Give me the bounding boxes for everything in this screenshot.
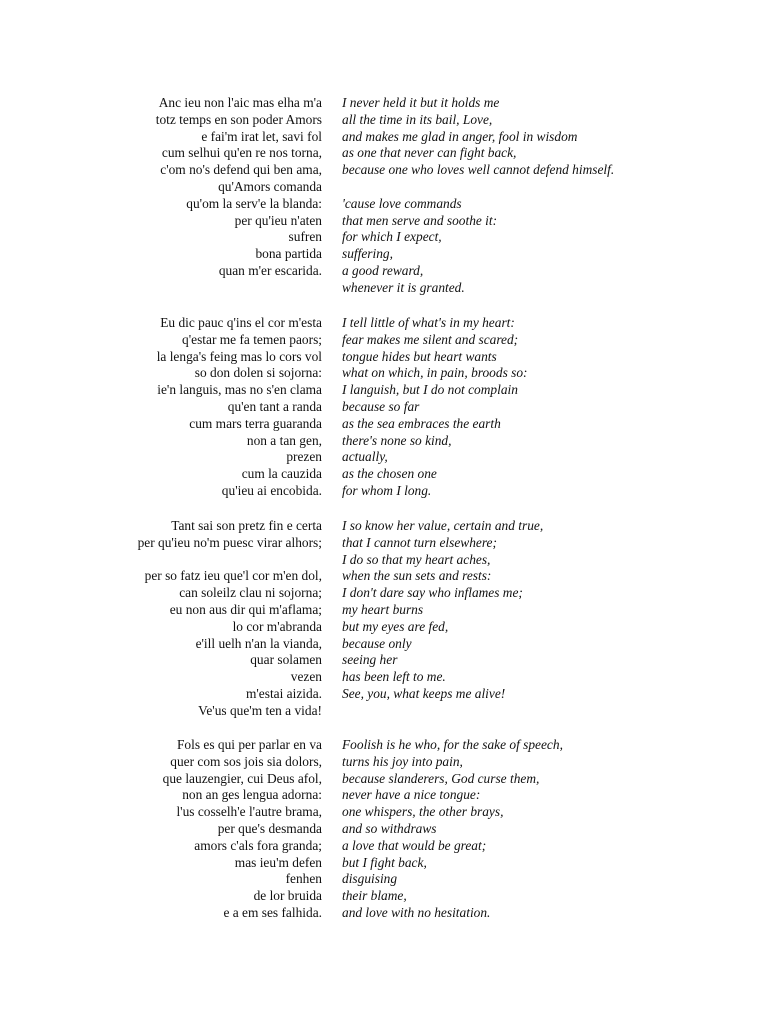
verse-row bbox=[0, 129, 768, 146]
english-line: a love that would be great; bbox=[342, 837, 487, 853]
occitan-line: non a tan gen, bbox=[246, 432, 322, 448]
english-line: my heart burns bbox=[342, 601, 424, 617]
verse-row bbox=[0, 416, 768, 433]
english-line: fear makes me silent and scared; bbox=[342, 331, 519, 347]
occitan-line: Anc ieu non l'aic mas elha m'a bbox=[158, 95, 322, 110]
english-line: seeing her bbox=[342, 652, 398, 668]
english-line: as the sea embraces the earth bbox=[342, 415, 501, 431]
english-line: there's none so kind, bbox=[342, 432, 452, 448]
english-line: turns his joy into pain, bbox=[342, 753, 463, 769]
english-line: as one that never can fight back, bbox=[342, 145, 517, 161]
occitan-line: l'us cosselh'e l'autre brama, bbox=[176, 804, 322, 820]
verse-row bbox=[0, 315, 768, 332]
occitan-line: c'om no's defend qui ben ama, bbox=[160, 162, 322, 178]
occitan-line: so don dolen si sojorna: bbox=[194, 365, 322, 381]
english-line: as the chosen one bbox=[342, 466, 437, 482]
verse-row bbox=[0, 821, 768, 838]
occitan-line: e fai'm irat let, savi fol bbox=[201, 128, 322, 144]
verse-row bbox=[0, 568, 768, 585]
verse-row bbox=[0, 483, 768, 500]
occitan-line: fenhen bbox=[285, 871, 322, 887]
verse-row bbox=[0, 112, 768, 129]
verse-row bbox=[0, 179, 768, 196]
english-line: their blame, bbox=[342, 888, 407, 904]
verse-row bbox=[0, 905, 768, 922]
verse-row bbox=[0, 433, 768, 450]
stanza-4 bbox=[0, 737, 768, 922]
verse-row bbox=[0, 585, 768, 602]
occitan-line: cum selhui qu'en re nos torna, bbox=[161, 145, 322, 161]
english-line: I do so that my heart aches, bbox=[342, 551, 491, 567]
verse-row bbox=[0, 229, 768, 246]
verse-row bbox=[0, 145, 768, 162]
english-line: and love with no hesitation. bbox=[342, 904, 491, 920]
verse-row bbox=[0, 382, 768, 399]
english-line: 'cause love commands bbox=[342, 195, 462, 211]
verse-row bbox=[0, 213, 768, 230]
occitan-line: can soleilz clau ni sojorna; bbox=[179, 585, 322, 601]
english-line: and so withdraws bbox=[342, 820, 437, 836]
occitan-line: la lenga's feing mas lo cors vol bbox=[156, 348, 322, 364]
verse-row bbox=[0, 787, 768, 804]
english-line: because slanderers, God curse them, bbox=[342, 770, 540, 786]
english-line: because one who loves well cannot defend himself. bbox=[342, 162, 615, 178]
verse-row bbox=[0, 332, 768, 349]
verse-row bbox=[0, 399, 768, 416]
english-line: all the time in its bail, Love, bbox=[342, 111, 493, 127]
occitan-line: quer com sos jois sia dolors, bbox=[170, 753, 322, 769]
occitan-line: quar solamen bbox=[250, 652, 322, 668]
verse-row bbox=[0, 449, 768, 466]
verse-row bbox=[0, 686, 768, 703]
verse-row bbox=[0, 466, 768, 483]
verse-row bbox=[0, 703, 768, 720]
verse-row bbox=[0, 602, 768, 619]
occitan-line: cum la cauzida bbox=[241, 466, 322, 482]
occitan-line: amors c'als fora granda; bbox=[194, 837, 322, 853]
verse-row bbox=[0, 771, 768, 788]
occitan-line: Ve'us que'm ten a vida! bbox=[198, 702, 322, 718]
english-line: that men serve and soothe it: bbox=[342, 212, 498, 228]
verse-row bbox=[0, 619, 768, 636]
occitan-line: vezen bbox=[290, 669, 322, 685]
english-line: I languish, but I do not complain bbox=[342, 382, 518, 398]
occitan-line: prezen bbox=[286, 449, 322, 465]
occitan-line: per que's desmanda bbox=[217, 820, 322, 836]
verse-row bbox=[0, 246, 768, 263]
occitan-line: eu non aus dir qui m'aflama; bbox=[169, 601, 322, 617]
english-line: actually, bbox=[342, 449, 388, 465]
verse-row bbox=[0, 636, 768, 653]
occitan-line: qu'ieu ai encobida. bbox=[221, 482, 322, 498]
verse-row bbox=[0, 196, 768, 213]
english-line: I never held it but it holds me bbox=[342, 95, 500, 110]
verse-row bbox=[0, 365, 768, 382]
english-line: suffering, bbox=[342, 246, 393, 262]
verse-row bbox=[0, 754, 768, 771]
occitan-line: quan m'er escarida. bbox=[218, 262, 322, 278]
verse-row bbox=[0, 162, 768, 179]
english-line: whenever it is granted. bbox=[342, 279, 465, 295]
occitan-line: q'estar me fa temen paors; bbox=[182, 331, 322, 347]
stanza-3 bbox=[0, 518, 768, 720]
verse-row bbox=[0, 535, 768, 552]
english-line: never have a nice tongue: bbox=[342, 787, 481, 803]
occitan-line: qu'om la serv'e la blanda: bbox=[186, 195, 322, 211]
english-line: when the sun sets and rests: bbox=[342, 568, 492, 584]
occitan-line: totz temps en son poder Amors bbox=[155, 111, 322, 127]
occitan-line: m'estai aizida. bbox=[245, 685, 322, 701]
english-line: Foolish is he who, for the sake of speech, bbox=[342, 737, 563, 752]
english-line: but I fight back, bbox=[342, 854, 427, 870]
occitan-line: non an ges lengua adorna: bbox=[182, 787, 322, 803]
occitan-line: de lor bruida bbox=[253, 888, 322, 904]
verse-row bbox=[0, 280, 768, 297]
occitan-line: qu'Amors comanda bbox=[218, 178, 322, 194]
english-line: has been left to me. bbox=[342, 669, 446, 685]
occitan-line: per qu'ieu no'm puesc virar alhors; bbox=[137, 534, 322, 550]
verse-row bbox=[0, 349, 768, 366]
occitan-line: lo cor m'abranda bbox=[232, 618, 322, 634]
occitan-line: Tant sai son pretz fin e certa bbox=[171, 518, 322, 533]
english-line: See, you, what keeps me alive! bbox=[342, 685, 506, 701]
occitan-line: mas ieu'm defen bbox=[234, 854, 322, 870]
english-line: because only bbox=[342, 635, 412, 651]
verse-row bbox=[0, 552, 768, 569]
english-line: I don't dare say who inflames me; bbox=[342, 585, 523, 601]
verse-row bbox=[0, 95, 768, 112]
occitan-line: cum mars terra guaranda bbox=[189, 415, 322, 431]
english-line: but my eyes are fed, bbox=[342, 618, 449, 634]
occitan-line: e'ill uelh n'an la vianda, bbox=[195, 635, 322, 651]
occitan-line: sufren bbox=[288, 229, 322, 245]
english-line: and makes me glad in anger, fool in wisdom bbox=[342, 128, 578, 144]
english-line: for whom I long. bbox=[342, 482, 432, 498]
verse-row bbox=[0, 838, 768, 855]
english-line: tongue hides but heart wants bbox=[342, 348, 497, 364]
english-line: disguising bbox=[342, 871, 398, 887]
occitan-line: qu'en tant a randa bbox=[227, 398, 322, 414]
verse-row bbox=[0, 871, 768, 888]
english-line: for which I expect, bbox=[342, 229, 442, 245]
english-line: because so far bbox=[342, 398, 420, 414]
occitan-line: que lauzengier, cui Deus afol, bbox=[162, 770, 322, 786]
verse-row bbox=[0, 737, 768, 754]
english-line: one whispers, the other brays, bbox=[342, 804, 504, 820]
english-line: I so know her value, certain and true, bbox=[342, 518, 544, 533]
occitan-line: per qu'ieu n'aten bbox=[234, 212, 322, 228]
verse-row bbox=[0, 888, 768, 905]
english-line: what on which, in pain, broods so: bbox=[342, 365, 528, 381]
verse-row bbox=[0, 652, 768, 669]
verse-row bbox=[0, 263, 768, 280]
verse-row bbox=[0, 804, 768, 821]
occitan-line: Fols es qui per parlar en va bbox=[176, 737, 322, 752]
verse-row bbox=[0, 518, 768, 535]
occitan-line: per so fatz ieu que'l cor m'en dol, bbox=[144, 568, 322, 584]
occitan-line: e a em ses falhida. bbox=[223, 904, 322, 920]
english-line: a good reward, bbox=[342, 262, 424, 278]
occitan-line: bona partida bbox=[255, 246, 322, 262]
verse-row bbox=[0, 855, 768, 872]
verse-row bbox=[0, 669, 768, 686]
stanza-1 bbox=[0, 95, 768, 297]
english-line: that I cannot turn elsewhere; bbox=[342, 534, 497, 550]
occitan-line: ie'n languis, mas no s'en clama bbox=[157, 382, 322, 398]
english-line: I tell little of what's in my heart: bbox=[342, 315, 515, 330]
occitan-line: Eu dic pauc q'ins el cor m'esta bbox=[160, 315, 322, 330]
stanza-2 bbox=[0, 315, 768, 500]
